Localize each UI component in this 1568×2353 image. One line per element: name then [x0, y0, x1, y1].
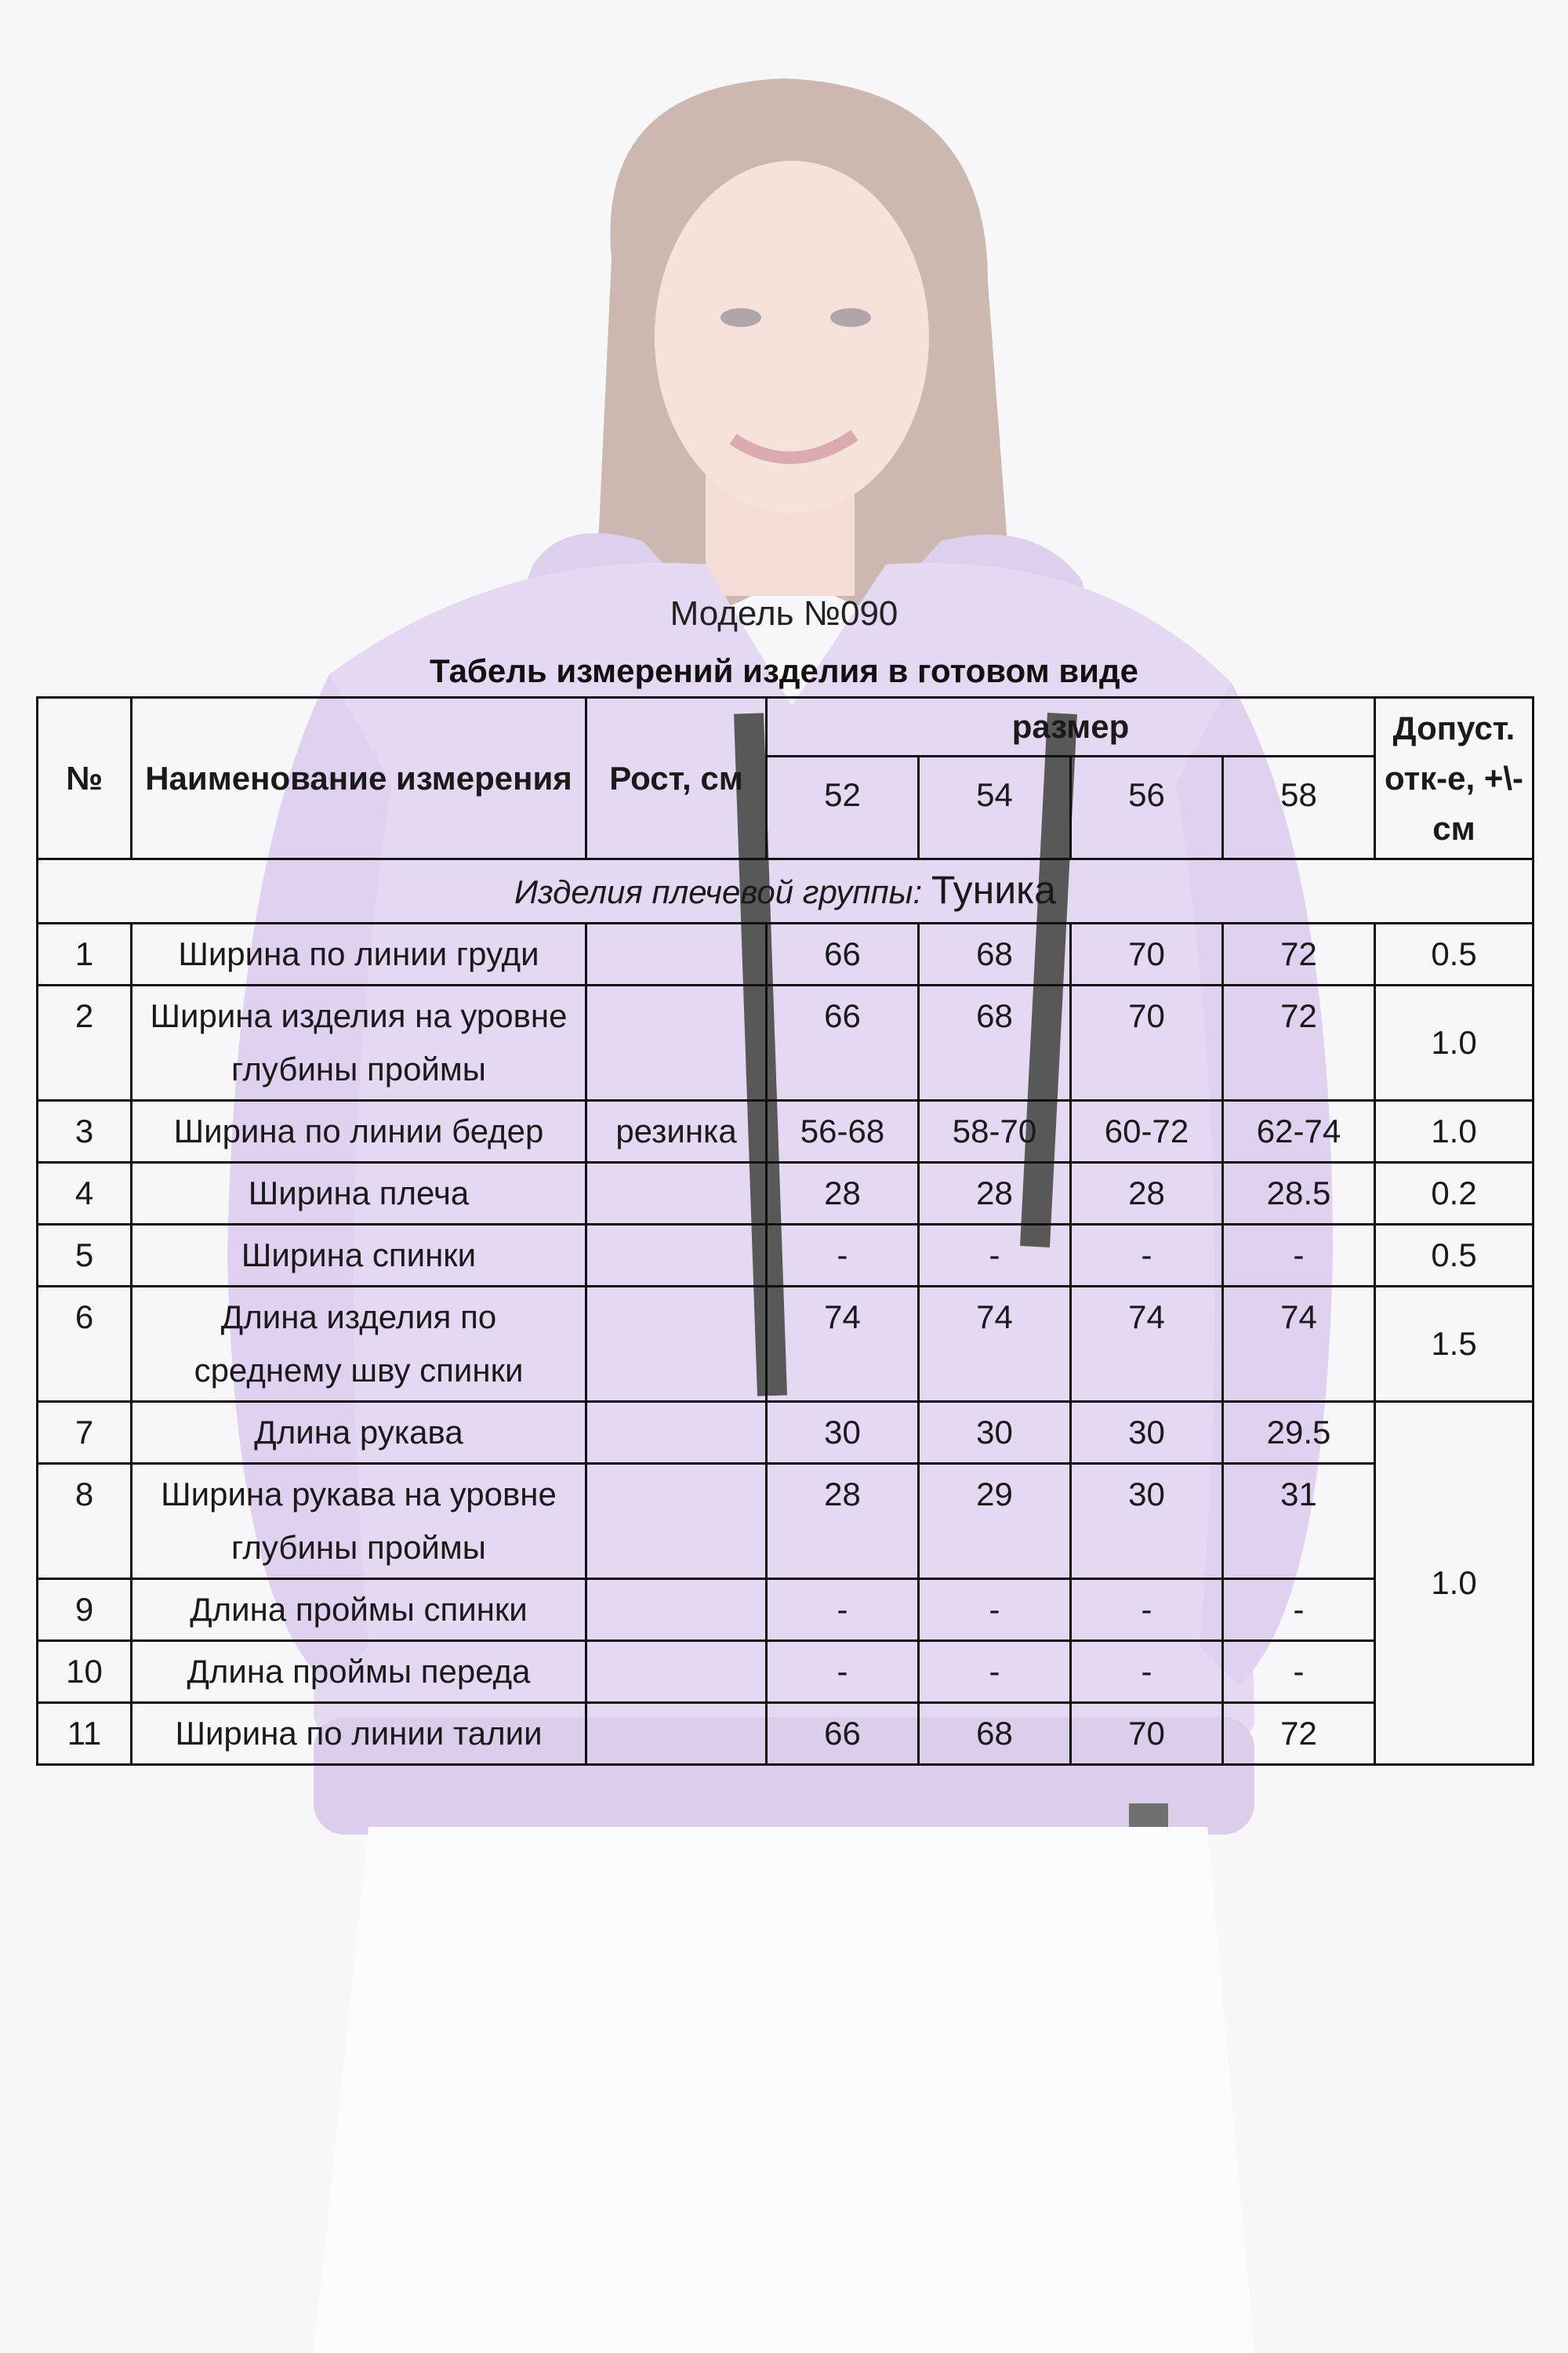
value-56: 28: [1071, 1163, 1223, 1225]
group-heading: [38, 859, 1534, 924]
value-52: 30: [767, 1402, 919, 1464]
value-54: 28: [919, 1163, 1071, 1225]
value-58: -: [1223, 1641, 1375, 1703]
row-name: Ширина по линии талии: [132, 1703, 586, 1765]
row-name: Ширина изделия на уровне глубины проймы: [132, 986, 586, 1101]
group-row: [38, 859, 1534, 924]
table-caption: Табель измерений изделия в готовом виде: [429, 652, 1139, 689]
row-name: Ширина спинки: [132, 1225, 586, 1287]
row-height: [586, 1287, 767, 1402]
value-56: 60-72: [1071, 1101, 1223, 1163]
value-56: 74: [1071, 1287, 1223, 1402]
row-num: 10: [38, 1641, 132, 1703]
header-tolerance: Допуст. отк-е, +\-см: [1375, 698, 1534, 859]
value-56: 30: [1071, 1402, 1223, 1464]
value-56: 70: [1071, 924, 1223, 986]
value-54: -: [919, 1225, 1071, 1287]
tolerance: 0.5: [1375, 924, 1534, 986]
row-num: 3: [38, 1101, 132, 1163]
size-54: 54: [919, 757, 1071, 859]
table-row: [38, 1225, 1534, 1287]
table-row: [38, 1464, 1534, 1579]
value-52: -: [767, 1641, 919, 1703]
model-title: Модель №090: [670, 594, 898, 633]
row-name: Длина проймы переда: [132, 1641, 586, 1703]
row-num: 11: [38, 1703, 132, 1765]
value-58: 72: [1223, 1703, 1375, 1765]
row-height: резинка: [586, 1101, 767, 1163]
row-num: 1: [38, 924, 132, 986]
table-row: [38, 924, 1534, 986]
value-54: 29: [919, 1464, 1071, 1579]
row-height: [586, 1703, 767, 1765]
value-54: 68: [919, 986, 1071, 1101]
tolerance: 1.0: [1375, 1101, 1534, 1163]
row-name: Длина проймы спинки: [132, 1579, 586, 1641]
row-name: Ширина плеча: [132, 1163, 586, 1225]
size-56: 56: [1071, 757, 1223, 859]
value-54: 74: [919, 1287, 1071, 1402]
value-56: -: [1071, 1641, 1223, 1703]
value-52: 56-68: [767, 1101, 919, 1163]
row-height: [586, 924, 767, 986]
row-name: Длина изделия по среднему шву спинки: [132, 1287, 586, 1402]
value-52: 66: [767, 1703, 919, 1765]
row-num: 6: [38, 1287, 132, 1402]
row-height: [586, 986, 767, 1101]
header-row: [38, 698, 1534, 757]
header-height: Рост, см: [586, 698, 767, 859]
row-height: [586, 1641, 767, 1703]
table-row: [38, 1641, 1534, 1703]
value-56: 70: [1071, 1703, 1223, 1765]
value-58: 28.5: [1223, 1163, 1375, 1225]
value-58: 74: [1223, 1287, 1375, 1402]
value-56: -: [1071, 1225, 1223, 1287]
row-name: Ширина по линии бедер: [132, 1101, 586, 1163]
group-name: Туника: [931, 868, 1056, 912]
value-52: 74: [767, 1287, 919, 1402]
value-56: -: [1071, 1579, 1223, 1641]
row-num: 8: [38, 1464, 132, 1579]
value-58: 72: [1223, 986, 1375, 1101]
row-height: [586, 1402, 767, 1464]
value-56: 30: [1071, 1464, 1223, 1579]
header-size: размер: [767, 698, 1375, 757]
measurement-table: [36, 696, 1534, 1766]
value-54: -: [919, 1579, 1071, 1641]
table-row: [38, 1163, 1534, 1225]
value-54: 68: [919, 1703, 1071, 1765]
table-row: [38, 1579, 1534, 1641]
value-54: 68: [919, 924, 1071, 986]
value-58: -: [1223, 1579, 1375, 1641]
value-58: 72: [1223, 924, 1375, 986]
row-height: [586, 1579, 767, 1641]
size-58: 58: [1223, 757, 1375, 859]
value-58: 29.5: [1223, 1402, 1375, 1464]
value-52: 28: [767, 1464, 919, 1579]
tolerance: 0.5: [1375, 1225, 1534, 1287]
row-num: 2: [38, 986, 132, 1101]
value-56: 70: [1071, 986, 1223, 1101]
value-54: 58-70: [919, 1101, 1071, 1163]
row-name: Длина рукава: [132, 1402, 586, 1464]
group-label: Изделия плечевой группы:: [514, 873, 923, 910]
tolerance: 1.5: [1375, 1287, 1534, 1402]
value-52: 28: [767, 1163, 919, 1225]
row-num: 7: [38, 1402, 132, 1464]
row-name: Ширина рукава на уровне глубины проймы: [132, 1464, 586, 1579]
table-row: [38, 1287, 1534, 1402]
row-num: 9: [38, 1579, 132, 1641]
row-num: 5: [38, 1225, 132, 1287]
row-num: 4: [38, 1163, 132, 1225]
value-52: -: [767, 1579, 919, 1641]
table-row: [38, 1402, 1534, 1464]
row-height: [586, 1163, 767, 1225]
value-58: 62-74: [1223, 1101, 1375, 1163]
size-52: 52: [767, 757, 919, 859]
tolerance: 0.2: [1375, 1163, 1534, 1225]
row-name: Ширина по линии груди: [132, 924, 586, 986]
header-name: Наименование измерения: [132, 698, 586, 859]
row-height: [586, 1464, 767, 1579]
value-54: -: [919, 1641, 1071, 1703]
header-num: №: [38, 698, 132, 859]
value-58: 31: [1223, 1464, 1375, 1579]
table-row: [38, 1101, 1534, 1163]
table-row: [38, 986, 1534, 1101]
tolerance: 1.0: [1375, 986, 1534, 1101]
value-52: 66: [767, 924, 919, 986]
value-58: -: [1223, 1225, 1375, 1287]
row-height: [586, 1225, 767, 1287]
value-52: -: [767, 1225, 919, 1287]
value-54: 30: [919, 1402, 1071, 1464]
value-52: 66: [767, 986, 919, 1101]
table-row: [38, 1703, 1534, 1765]
tolerance: 1.0: [1375, 1402, 1534, 1765]
